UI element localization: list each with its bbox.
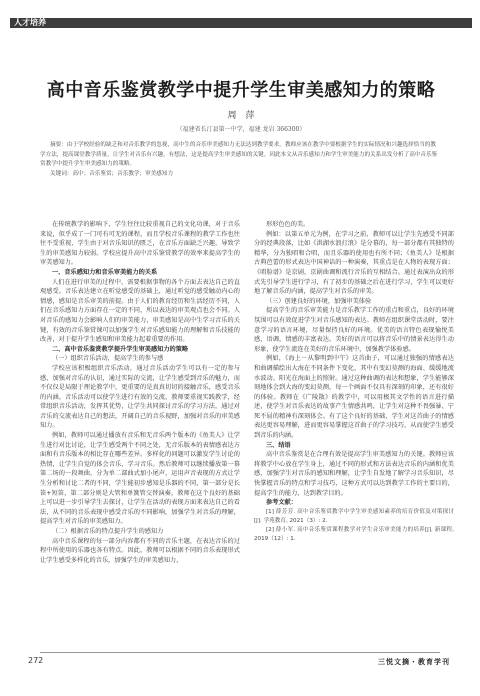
abstract-block [40,141,440,179]
paragraph: 例如：以第五单元为例，在学习之前，教师可以让学生先感受不同部分的经典段落，比如《洪湖水浪打浪》是分幕的，每一部分都有其独特的精华，分为独唱和合唱，而且乐器的使用也有所不同；《鱼美人》是根据古典芭蕾的形式表达中国神话的一种演奏，其重点是在人物的表现方面；《唱脸谱》是京剧，京剧曲调和流行音乐的互相结合。通过表演出众的形式先引导学生进行学习，有了初步的基础之后在进行学习，学生可以更好地了解音乐的内涵，提高学生对音乐的审美。 [254,230,454,296]
subsection-heading: （二）根据音乐的特点提升学生的感知力 [52,528,164,535]
paragraph: 在传统教学的影响下，学生往往比较重视自己的文化功课，对于音乐来说，似乎成了一门可有可无的课程，而且学校音乐课程的教学工作也往往不受重视，学生由于对音乐知识的匮乏，在音乐方面缺乏兴趣，导致学生的审美感知力较弱。学校应提升高中音乐鉴赏教学的效率来提高学生的审美感知力。 [40,221,240,267]
keywords-text: 关键词：高中；音乐鉴赏；音乐教学；审美感知力 [50,170,174,177]
left-column [40,220,240,565]
paragraph: 人们在进行审美的过程中，需要根据事物的各个方面去表达自己的直观感受。音乐表达建立在听觉感受的基础上，通过听觉的感受触动内心的情感，感知是音乐审美的前提。由于人们的教育经历和生活经历不同，人们在音乐感知力方面存在一定的不同，所以表达的审美观点也会不同。人对音乐的感知力会影响人们的审美能力，审美感知是高中生学习音乐的关键，有效的音乐鉴赏课可以加强学生对音乐感知能力的理解和音乐技能的改善，对于提升学生感知和审美能力起着重要的作用。 [40,278,240,344]
section-heading: 二、高中音乐鉴赏教学提升学生审美感知力的策略 [52,345,189,353]
paragraph: 高中音乐鉴赏是在合理有效是提高学生审美感知力的关键。教师应该将教学中心放在学生身上，通过不同的形式和方法表达音乐的内涵和优美感，加强学生对音乐的感知和理解，让学生自发地了解学习音乐知识，尽快掌握音乐的特点和学习技巧，这种方式可以达到教学工作的主要目的，提高学生的能力，达到教学目的。 [254,451,454,497]
reference-item: [1] 薛芳芳. 高中音乐鉴赏教学中学生审美感知素养的培育价值及对策探讨[J]. 学苑教育, 2021（3）: 2. [254,508,454,524]
paragraph: 高中音乐课程的每一部分内容都有不同的音乐主题，在表达音乐的过程中所使用的乐器也各有特点。因此，教师可以根据不同的音乐表现形式让学生感受多样化的音乐，加强学生的审美感知力， [40,537,240,564]
author-name: 周 萍 [227,111,255,121]
paragraph: 例如，《海上－从黎明到中午》这首曲子，可以通过独强的情感表达和曲调描绘出大海在不同条件下变化，其中有变幻莫测的海面、缓缓地流水波动、阳光在海面上的照射。通过这种曲调的表达和想象，学生能够深刻地体会到大海的变幻莫测，每一个画面不仅具有深刻的印象，还有很好的体验。教师在《广陵散》的教学中，可以用极其文学性的语言进行描述，使学生对音乐表达的故事产生情感共鸣，让学生对这种不畏强暴、宁死不屈的精神有深刻体会。有了这个良好的基础，学生对这首曲子的情感表达更容易理解，进而更容易掌握这首曲子的学习技巧，从而使学生感受到音乐的内涵。 [254,355,454,440]
section-tag: 人才培养 [14,18,46,27]
header-bar [10,18,472,28]
paragraph: 形形色色的美。 [266,221,310,228]
references-heading: 参考文献： [266,499,297,507]
footer-divider [40,652,440,653]
subsection-heading: （三）创建良好的环境，加强审美体验 [266,297,372,305]
right-column [254,220,454,544]
page-number: 272 [28,656,44,665]
journal-name: 三悦文摘・教育学刊 [378,657,450,666]
section-heading: 三、结语 [266,441,291,449]
reference-item: [2] 薛小军. 高中音乐鉴赏课程教学对学生音乐审美能力的培养[J]. 新课程, 2019（12）: 1. [254,526,454,542]
page-title: 高中音乐鉴赏教学中提升学生审美感知力的策略 [46,80,436,101]
section-heading: 一、音乐感知力和音乐审美能力的关系 [52,268,158,276]
paragraph: 提高学生的音乐审美能力是音乐教学工作的重点和重点，良好的环境氛围可以有效促进学生对音乐感知的表达。教师在组织课堂活动时，要注意学习的语言环境，尽量保持良好的环境。优美的语言特色表现愉悦美感，语调，情感的丰富表达。美好的语言可以将音乐中的情景表达得生动形象，使学生流连在美好的音乐环境中，加强教学体验感。 [254,307,454,353]
paragraph: 例如，教师可以通过播放有音乐和无音乐两个版本的《鱼美人》让学生进行对比讨论，让学生感受两个不同之处，无音乐版本的表情感表达方面和有音乐版本的相比存在哪些差异。多样化的问题可以激发学生讨论的热情，让学生自觉的体会音乐，学习音乐。然后教师可以继续播放第一幕第二场的一段舞曲，分为单二部曲式加小尾声，运用声音表现的方式让学生分析和讨论二者的不同，学生能初步感知是乐器的不同，第一部分是长笛+短笛，第二部分则是大管和单簧管交替演奏。教师在这个良好的基础上可以进一步引导学生去探讨，让学生在活动的表现方面来表达自己的看法，从不同的音乐表现中感受音乐的不同影响，加强学生对音乐的理解，提高学生对音乐的审美感知力。 [40,432,240,526]
paragraph: 学校应该积极组织音乐活动，通过音乐活动学生可以有一定的参与感，加强对音乐的认识，通过实际的交流，让学生感受到音乐的魅力，而不仅仅是局限于理论教学中，更重要的是真真切切的接触音乐，感受音乐的内涵。音乐活动可以使学生进行有效的交流，教师要重视实践教学，经常组织音乐活动，发挥其优势，让学生共同探讨音乐的学习方法，通过对音乐的交流表达自己的想法，开阔自己的音乐视野，加强对音乐的审美感知力。 [40,364,240,430]
author-affiliation: （福建省长汀县第一中学，福建 龙岩 366300） [176,126,306,133]
abstract-text: 摘要：由于学校经验的缺乏和对音乐教学的忽视，高中生的音乐审美感知力无法达到教学要求。教师应该在教学中要根据学生的实际情况和兴趣选择恰当的教学方法，提高课堂教学质量，让学生对音乐有兴趣，有想法，这是提高学生审美感知的关键。因此本文从音乐感知力和学生审美能力的关系出发分析了高中音乐鉴赏教学中提升学生审美感知力的策略。 [40,142,438,167]
subsection-heading: （一）组织音乐活动，提高学生的参与感 [52,355,164,363]
